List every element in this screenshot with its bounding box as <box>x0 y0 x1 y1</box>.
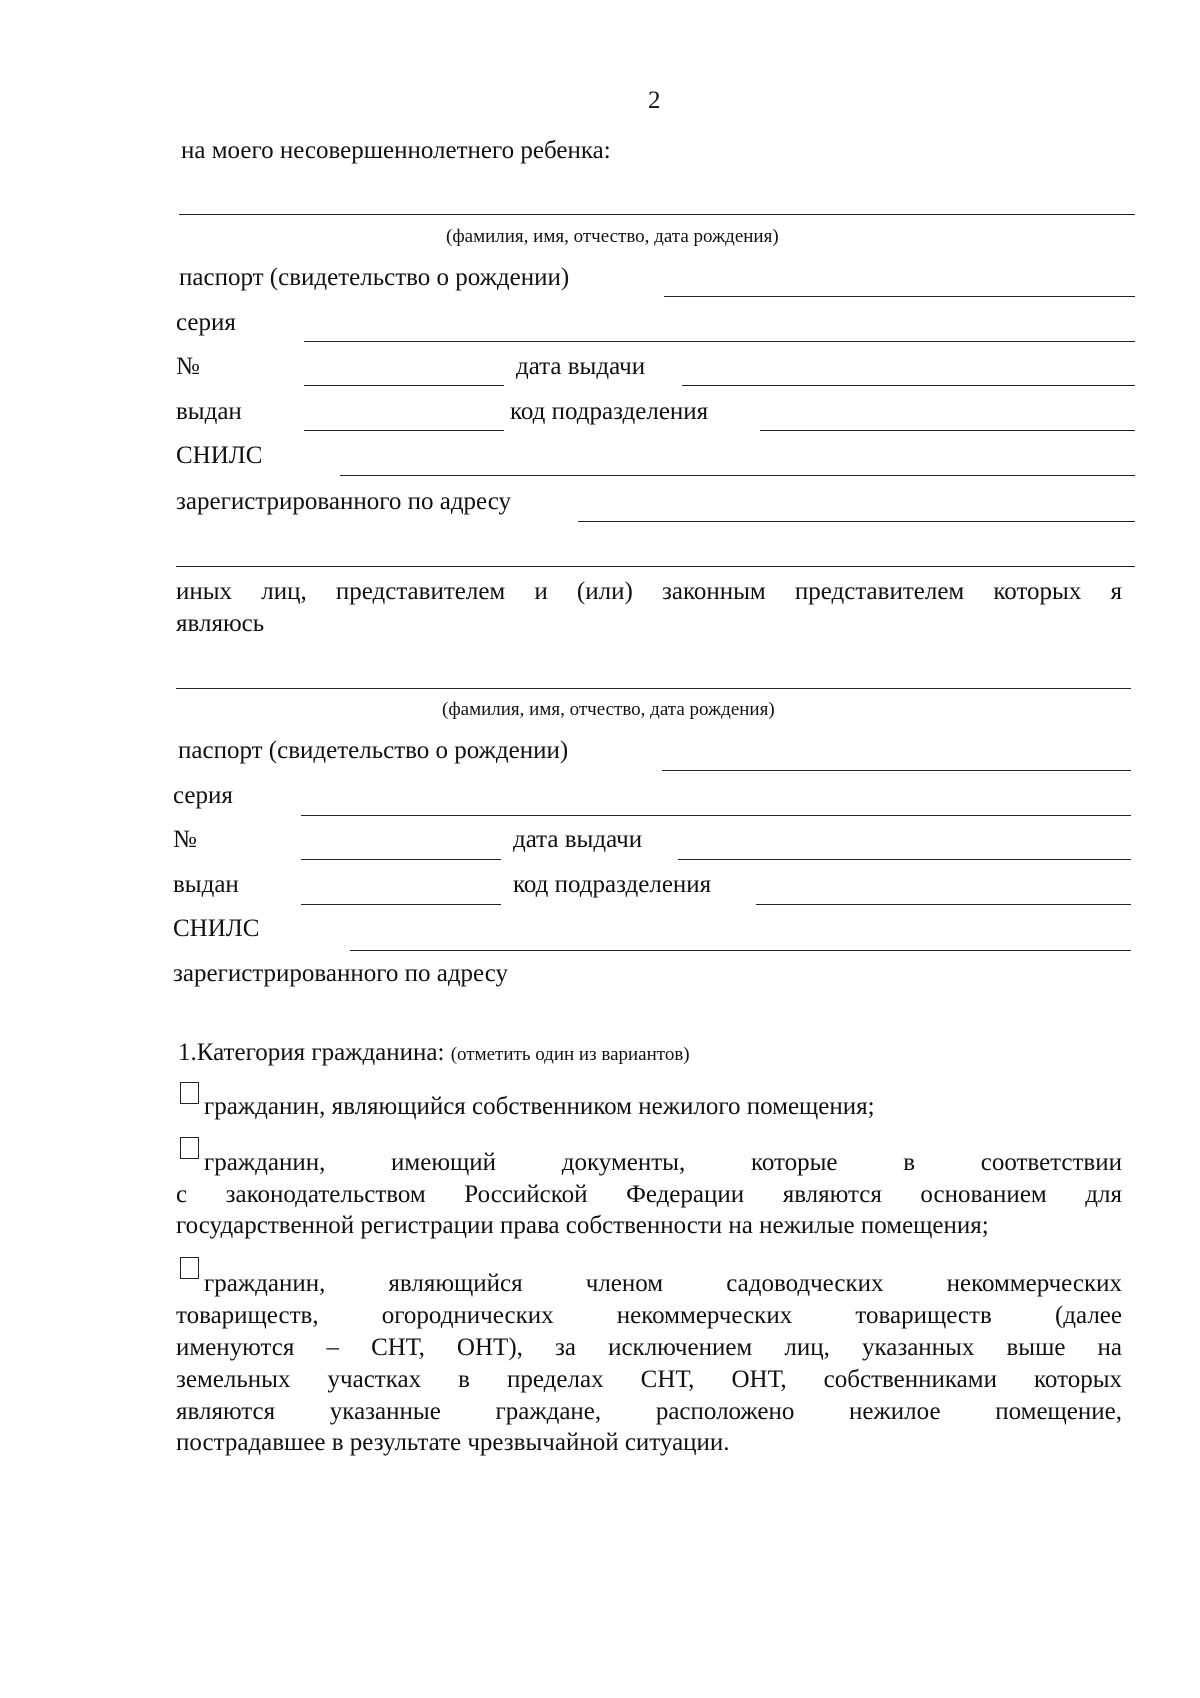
snils-field-2[interactable] <box>350 950 1131 951</box>
series-label-2: серия <box>173 782 233 809</box>
issue-date-field[interactable] <box>682 385 1135 386</box>
snils-field[interactable] <box>340 475 1135 476</box>
option-3-line-2: товариществ, огороднических некоммерческих товариществ (далее <box>176 1302 1122 1329</box>
snils-label-2: СНИЛС <box>173 915 260 942</box>
page-number: 2 <box>648 87 661 114</box>
passport-label: паспорт (свидетельство о рождении) <box>179 264 570 291</box>
option-2-checkbox[interactable] <box>180 1137 199 1159</box>
division-code-label-2: код подразделения <box>513 871 712 898</box>
division-code-field-2[interactable] <box>756 904 1131 905</box>
series-label: серия <box>176 309 236 336</box>
issued-by-label-2: выдан <box>173 871 239 898</box>
issued-by-field-2[interactable] <box>301 904 501 905</box>
number-label-2: № <box>173 826 197 853</box>
option-3-line-5: являются указанные граждане, расположено нежилое помещение, <box>176 1398 1122 1425</box>
option-2-line-2: с законодательством Российской Федерации являются основанием для <box>176 1181 1122 1208</box>
division-code-field[interactable] <box>760 430 1135 431</box>
snils-label: СНИЛС <box>176 442 263 469</box>
option-3-line-3: именуются – СНТ, ОНТ), за исключением лиц, указанных выше на <box>176 1334 1122 1361</box>
fio-caption-2: (фамилия, имя, отчество, дата рождения) <box>442 699 775 720</box>
issued-by-label: выдан <box>176 398 242 425</box>
option-3-line-4: земельных участках в пределах СНТ, ОНТ, собственниками которых <box>176 1366 1122 1393</box>
option-3-line-6: пострадавшее в результате чрезвычайной ситуации. <box>176 1429 730 1456</box>
issue-date-field-2[interactable] <box>678 859 1131 860</box>
issue-date-label-2: дата выдачи <box>513 826 643 853</box>
option-2-line-1: гражданин, имеющий документы, которые в соответствии <box>204 1149 1122 1176</box>
option-1-text: гражданин, являющийся собственником нежилого помещения; <box>204 1093 875 1120</box>
section1-title: 1.Категория гражданина: <box>178 1039 445 1066</box>
address-label-2: зарегистрированного по адресу <box>173 960 509 987</box>
issue-date-label: дата выдачи <box>516 353 646 380</box>
address-label: зарегистрированного по адресу <box>176 488 512 515</box>
address-field-continued[interactable] <box>176 566 1135 567</box>
series-field-2[interactable] <box>301 815 1131 816</box>
division-code-label: код подразделения <box>510 398 709 425</box>
passport-field-2[interactable] <box>662 770 1131 771</box>
other-persons-line-1: иных лиц, представителем и (или) законным представителем которых я <box>176 578 1122 605</box>
number-field[interactable] <box>304 385 504 386</box>
number-label: № <box>176 353 200 380</box>
option-1-checkbox[interactable] <box>180 1082 199 1104</box>
person-fio-field[interactable] <box>176 688 1131 689</box>
passport-field[interactable] <box>664 296 1135 297</box>
series-field[interactable] <box>304 341 1135 342</box>
passport-label-2: паспорт (свидетельство о рождении) <box>178 737 569 764</box>
option-3-checkbox[interactable] <box>180 1257 199 1279</box>
address-field[interactable] <box>578 521 1135 522</box>
section1-hint: (отметить один из вариантов) <box>450 1044 690 1065</box>
intro-text: на моего несовершеннолетнего ребенка: <box>181 137 611 164</box>
fio-caption: (фамилия, имя, отчество, дата рождения) <box>446 226 779 247</box>
child-fio-field[interactable] <box>179 214 1135 215</box>
other-persons-line-2: являюсь <box>176 610 265 637</box>
issued-by-field[interactable] <box>304 430 504 431</box>
section1-heading <box>178 1038 690 1070</box>
option-3-line-1: гражданин, являющийся членом садоводческих некоммерческих <box>204 1270 1122 1297</box>
number-field-2[interactable] <box>301 859 501 860</box>
option-2-line-3: государственной регистрации права собственности на нежилые помещения; <box>176 1212 989 1239</box>
